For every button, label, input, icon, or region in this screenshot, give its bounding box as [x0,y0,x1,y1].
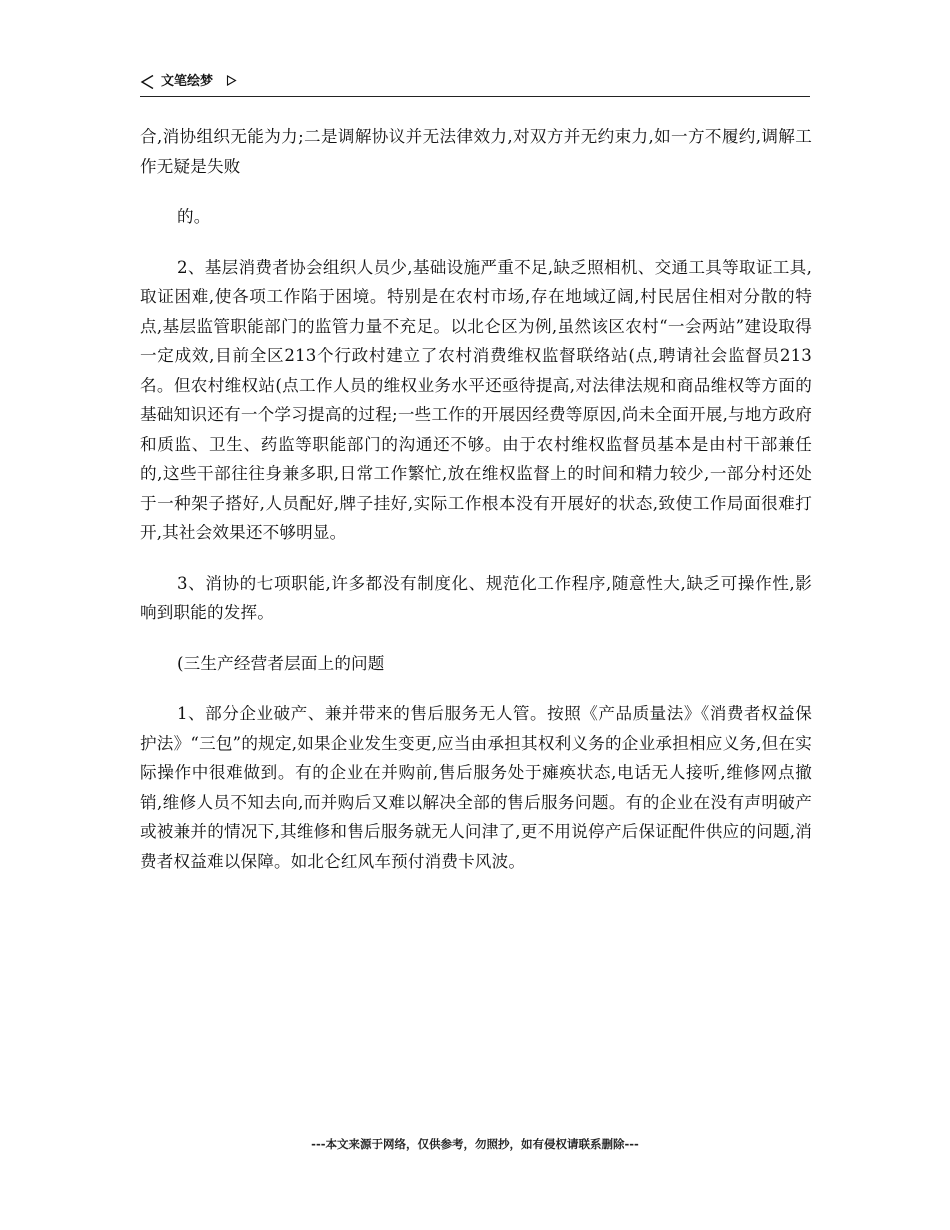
paragraph-item-1: 1、部分企业破产、兼并带来的售后服务无人管。按照《产品质量法》《消费者权益保护法》“三包”的规定,如果企业发生变更,应当由承担其权利义务的企业承担相应义务,但在实际操作中很难做到。有的企业在并购前,售后服务处于瘫痪状态,电话无人接听,维修网点撤销,维修人员不知去向,而并购后又难以解决全部的售后服务问题。有的企业在没有声明破产或被兼并的情况下,其维修和售后服务就无人问津了,更不用说停产后保证配件供应的问题,消费者权益难以保障。如北仑红风车预付消费卡风波。 [140,704,812,871]
page-header [140,72,810,97]
section-heading: (三生产经营者层面上的问题 [177,653,385,673]
triangle-right-icon [226,75,237,86]
document-body [140,122,812,876]
page-footer: ---本文来源于网络，仅供参考，勿照抄，如有侵权请联系删除--- [311,1137,639,1151]
triangle-left-icon [140,74,156,90]
paragraph-continuation-end: 的。 [177,207,211,226]
paragraph-item-3: 3、消协的七项职能,许多都没有制度化、规范化工作程序,随意性大,缺乏可操作性,影响到职能的发挥。 [140,573,812,622]
paragraph-item-2: 2、基层消费者协会组织人员少,基础设施严重不足,缺乏照相机、交通工具等取证工具,取证困难,使各项工作陷于困境。特别是在农村市场,存在地域辽阔,村民居住相对分散的特点,基层监管职能部门的监管力量不充足。以北仑区为例,虽然该区农村“一会两站”建设取得一定成效,目前全区213个行政村建立了农村消费维权监督联络站(点,聘请社会监督员213名。但农村维权站(点工作人员的维权业务水平还亟待提高,对法律法规和商品维权等方面的基础知识还有一个学习提高的过程;一些工作的开展因经费等原因,尚未全面开展,与地方政府和质监、卫生、药监等职能部门的沟通还不够。由于农村维权监督员基本是由村干部兼任的,这些干部往往身兼多职,日常工作繁忙,放在维权监督上的时间和精力较少,一部分村还处于一种架子搭好,人员配好,牌子挂好,实际工作根本没有开展好的状态,致使工作局面很难打开,其社会效果还不够明显。 [140,257,812,542]
header-title: 文笔绘梦 [161,74,214,89]
paragraph-continuation: 合,消协组织无能为力;二是调解协议并无法律效力,对双方并无约束力,如一方不履约,调解工作无疑是失败 [140,127,812,176]
